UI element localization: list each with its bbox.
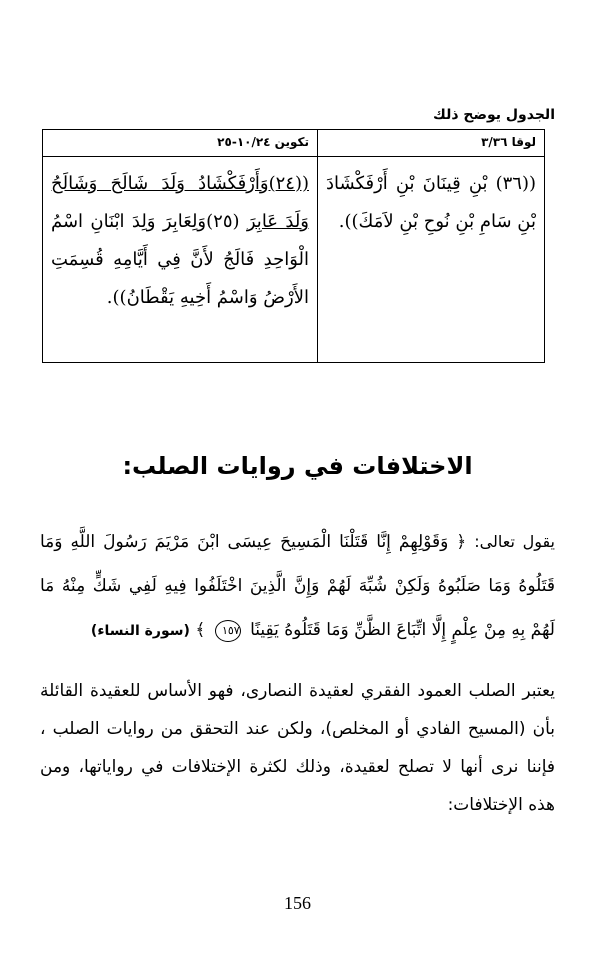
genesis-text-rest: (٢٥)وَلِعَابِرَ وَلِدَ ابْنَانِ اسْمُ الْوَاحِدِ فَالَجُ لأَنَّ فِي أَيَّامِهِ قُسِمَتِ الأَرْضُ وَاسْمُ أَخِيهِ يَقْطَانُ)). [51, 211, 309, 308]
verse-close-bracket: ﴾ [195, 620, 206, 640]
page-number: 156 [284, 893, 311, 913]
verse-text: ﴿ وَقَوْلِهِمْ إِنَّا قَتَلْنَا الْمَسِيحَ عِيسَى ابْنَ مَرْيَمَ رَسُولَ اللَّهِ وَمَا قَتَلُوهُ وَمَا صَلَبُوهُ وَلَكِنْ شُبِّهَ لَهُمْ وَإِنَّ الَّذِينَ اخْتَلَفُوا فِيهِ لَفِي شَكٍّ مِنْهُ مَا لَهُمْ بِهِ مِنْ عِلْمٍ إِلَّا اتِّبَاعَ الظَّنِّ وَمَا قَتَلُوهُ يَقِينًا [40, 532, 555, 640]
genesis-column-header: تكوين ١٠/٢٤-٢٥ [43, 130, 318, 157]
table-caption: الجدول يوضح ذلك [433, 107, 555, 123]
luke-cell [318, 157, 545, 363]
ayah-number-marker: ١٥٧ [215, 620, 241, 642]
luke-column-header: لوقا ٣/٣٦ [318, 130, 545, 157]
body-paragraph: يعتبر الصلب العمود الفقري لعقيدة النصارى، فهو الأساس للعقيدة القائلة بأن (المسيح الفادي أو المخلص)، ولكن عند التحقق من روايات الصلب ، فإننا نرى أنها لا تصلح لعقيدة، وذلك لكثرة الإختلافات في رواياتها، ومن هذه الإختلافات: [40, 681, 555, 815]
genesis-text-underlined: ((٢٤)وَأَرْفَكْشَادُ وَلَدَ شَالَحَ وَشَالَحُ وَلَدَ عَابِرَ [51, 173, 310, 232]
quran-verse-block [40, 520, 555, 653]
luke-text: ((٣٦) بْنِ قِينَانَ بْنِ أَرْفَكْشَادَ بْنِ سَامِ بْنِ نُوحِ بْنِ لاَمَكَ)). [326, 173, 536, 232]
verse-intro: يقول تعالى: [474, 532, 556, 551]
genealogy-comparison-table [42, 129, 545, 363]
genesis-cell [43, 157, 318, 363]
section-title: الاختلافات في روايات الصلب: [122, 452, 473, 480]
genesis-text [43, 157, 317, 317]
table-body-row [43, 157, 545, 363]
table-header-row [43, 130, 545, 157]
surah-reference: (سورة النساء) [90, 623, 190, 639]
